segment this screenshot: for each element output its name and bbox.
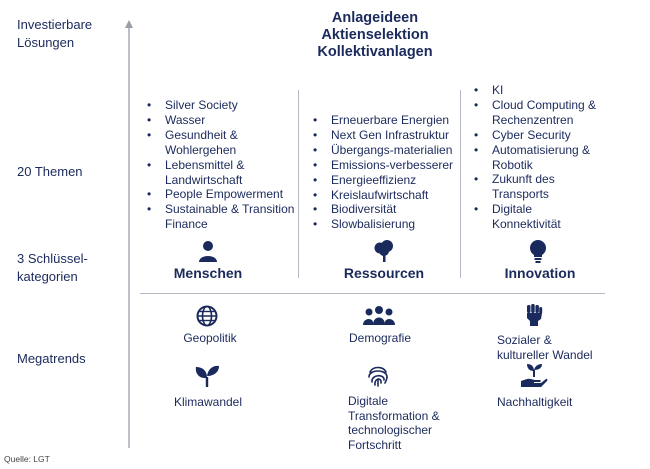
theme-item: • Übergangs-materialien (309, 143, 464, 158)
theme-list-ressourcen (309, 113, 464, 232)
label-20-themes: 20 Themen (17, 164, 83, 179)
theme-item-continuation: Transports (492, 187, 549, 202)
theme-item-continuation: Konnektivität (492, 217, 561, 232)
theme-item: • Cloud Computing & (470, 98, 630, 113)
tree-icon (372, 239, 396, 263)
theme-item: • Zukunft des (470, 172, 630, 187)
column-divider-1 (298, 90, 299, 278)
theme-item: • Automatisierung & (470, 143, 630, 158)
megatrend-sozialer-kultureller-wandel: Sozialer & kultureller Wandel (497, 333, 593, 362)
label-investable-solutions: Investierbare Lösungen (17, 17, 93, 50)
fingerprint-icon (366, 364, 390, 388)
megatrends-divider (140, 293, 605, 294)
theme-item: • Slowbalisierung (309, 217, 464, 232)
theme-item: • Sustainable & Transition (143, 202, 298, 217)
group-icon (361, 305, 397, 327)
theme-item-continuation: Landwirtschaft (165, 172, 243, 187)
globe-icon (196, 305, 218, 327)
theme-item: • KI (470, 83, 630, 98)
vertical-axis-arrow (123, 20, 135, 450)
label-3-key-categories: 3 Schlüssel- kategorien (17, 251, 88, 284)
category-innovation: Innovation (504, 265, 576, 281)
theme-item-continuation: Wohlergehen (165, 142, 237, 157)
lightbulb-icon (528, 239, 548, 263)
theme-item: • Silver Society (143, 98, 298, 113)
theme-item-continuation: Robotik (492, 157, 533, 172)
theme-item: • Cyber Security (470, 128, 630, 143)
theme-item: • Biodiversität (309, 202, 464, 217)
theme-list-innovation (470, 83, 630, 232)
hand-plant-icon (520, 363, 548, 389)
theme-item: • Kreislaufwirtschaft (309, 188, 464, 203)
investable-solutions-header: Anlageideen Aktienselektion Kollektivanlagen (317, 10, 433, 60)
theme-item: • Digitale (470, 202, 630, 217)
category-ressourcen: Ressourcen (343, 265, 425, 281)
megatrend-digitale-transformation: Digitale Transformation & technologischer Fortschritt (348, 394, 440, 452)
theme-item: • Wasser (143, 113, 298, 128)
megatrend-geopolitik: Geopolitik (183, 331, 237, 345)
person-icon (197, 240, 219, 262)
sprout-icon (194, 364, 220, 388)
theme-item-continuation: Rechenzentren (492, 112, 574, 127)
megatrend-klimawandel: Klimawandel (173, 395, 243, 409)
source-note: Quelle: LGT (4, 454, 50, 464)
theme-item-continuation: Finance (165, 217, 208, 232)
raised-fist-icon (524, 303, 544, 327)
theme-item: • Erneuerbare Energien (309, 113, 464, 128)
category-menschen: Menschen (173, 265, 243, 281)
megatrend-demografie: Demografie (348, 331, 412, 345)
label-megatrends: Megatrends (17, 351, 86, 366)
theme-item: • Next Gen Infrastruktur (309, 128, 464, 143)
theme-item: • Gesundheit & (143, 128, 298, 143)
theme-item: • Energieeffizienz (309, 173, 464, 188)
theme-item: • People Empowerment (143, 187, 298, 202)
theme-item: • Lebensmittel & (143, 158, 298, 173)
theme-item: • Emissions-verbesserer (309, 158, 464, 173)
megatrend-nachhaltigkeit: Nachhaltigkeit (497, 395, 573, 409)
theme-list-menschen (143, 98, 298, 232)
